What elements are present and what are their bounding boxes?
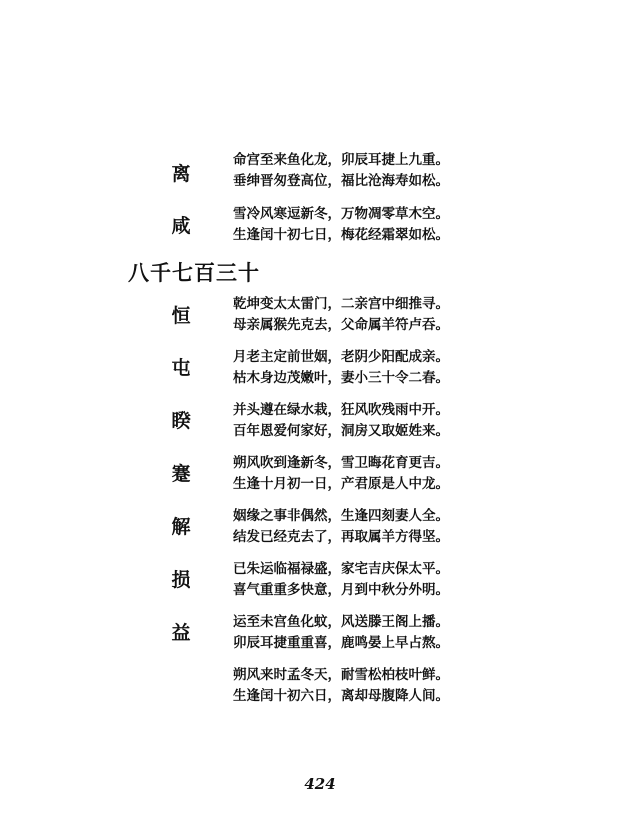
hexagram-label-li: 离 [171, 163, 191, 185]
verse-line: 朔风来时孟冬天，耐雪松柏枝叶鲜。 [233, 667, 449, 683]
verse-line: 姻缘之事非偶然，生逢四刻妻人全。 [233, 508, 449, 524]
hexagram-label-jie: 解 [171, 516, 191, 538]
section-heading: 八千七百三十 [128, 260, 260, 285]
hexagram-label-sun: 损 [171, 569, 191, 591]
verse-line: 生逢闰十初七日，梅花经霜翠如松。 [233, 227, 449, 243]
verse-line: 乾坤变太太雷门，二亲宫中细推寻。 [233, 296, 449, 312]
verse-line: 喜气重重多快意，月到中秋分外明。 [233, 582, 449, 598]
verse-block [233, 347, 449, 389]
verse-block [233, 612, 449, 654]
verse-block [233, 559, 449, 601]
verse-line: 已朱运临福禄盛，家宅吉庆保太平。 [233, 561, 449, 577]
verse-line: 卯辰耳捷重重喜，鹿鸣晏上早占熬。 [233, 635, 449, 651]
verse-block [233, 204, 449, 246]
verse-line: 生逢闰十初六日，离却母腹降人间。 [233, 688, 449, 704]
verse-line: 枯木身边茂嫩叶，妻小三十令二春。 [233, 370, 449, 386]
verse-line: 生逢十月初一日，产君原是人中龙。 [233, 476, 449, 492]
verse-block [233, 453, 449, 495]
verse-block [233, 150, 449, 192]
verse-line: 结发已经克去了，再取属羊方得坚。 [233, 529, 449, 545]
verse-line: 百年恩爱何家好，洞房又取姬姓来。 [233, 423, 449, 439]
verse-block [233, 665, 449, 707]
verse-line: 月老主定前世姻，老阴少阳配成亲。 [233, 349, 449, 365]
hexagram-label-kui: 睽 [171, 410, 191, 432]
verse-block [233, 400, 449, 442]
hexagram-label-heng: 恒 [171, 305, 191, 327]
verse-line: 并头遵在绿水栽，狂风吹残雨中开。 [233, 402, 449, 418]
verse-line: 母亲属猴先克去，父命属羊符卢吞。 [233, 317, 449, 333]
page-number: 424 [304, 775, 336, 793]
hexagram-label-yi: 益 [171, 622, 191, 644]
verse-line: 垂绅晋匆登高位，福比沧海寿如松。 [233, 173, 449, 189]
verse-line: 运至未宫鱼化蚊，风送滕王阁上播。 [233, 614, 449, 630]
verse-line: 命宫至来鱼化龙，卯辰耳捷上九重。 [233, 152, 449, 168]
hexagram-label-jian: 蹇 [171, 463, 191, 485]
hexagram-label-zhun: 屯 [171, 357, 191, 379]
verse-block [233, 506, 449, 548]
hexagram-label-xian: 咸 [171, 215, 191, 237]
verse-block [233, 294, 449, 336]
verse-line: 雪冷风寒逗新冬，万物凋零草木空。 [233, 206, 449, 222]
verse-line: 朔风吹到逢新冬，雪卫晦花育更吉。 [233, 455, 449, 471]
